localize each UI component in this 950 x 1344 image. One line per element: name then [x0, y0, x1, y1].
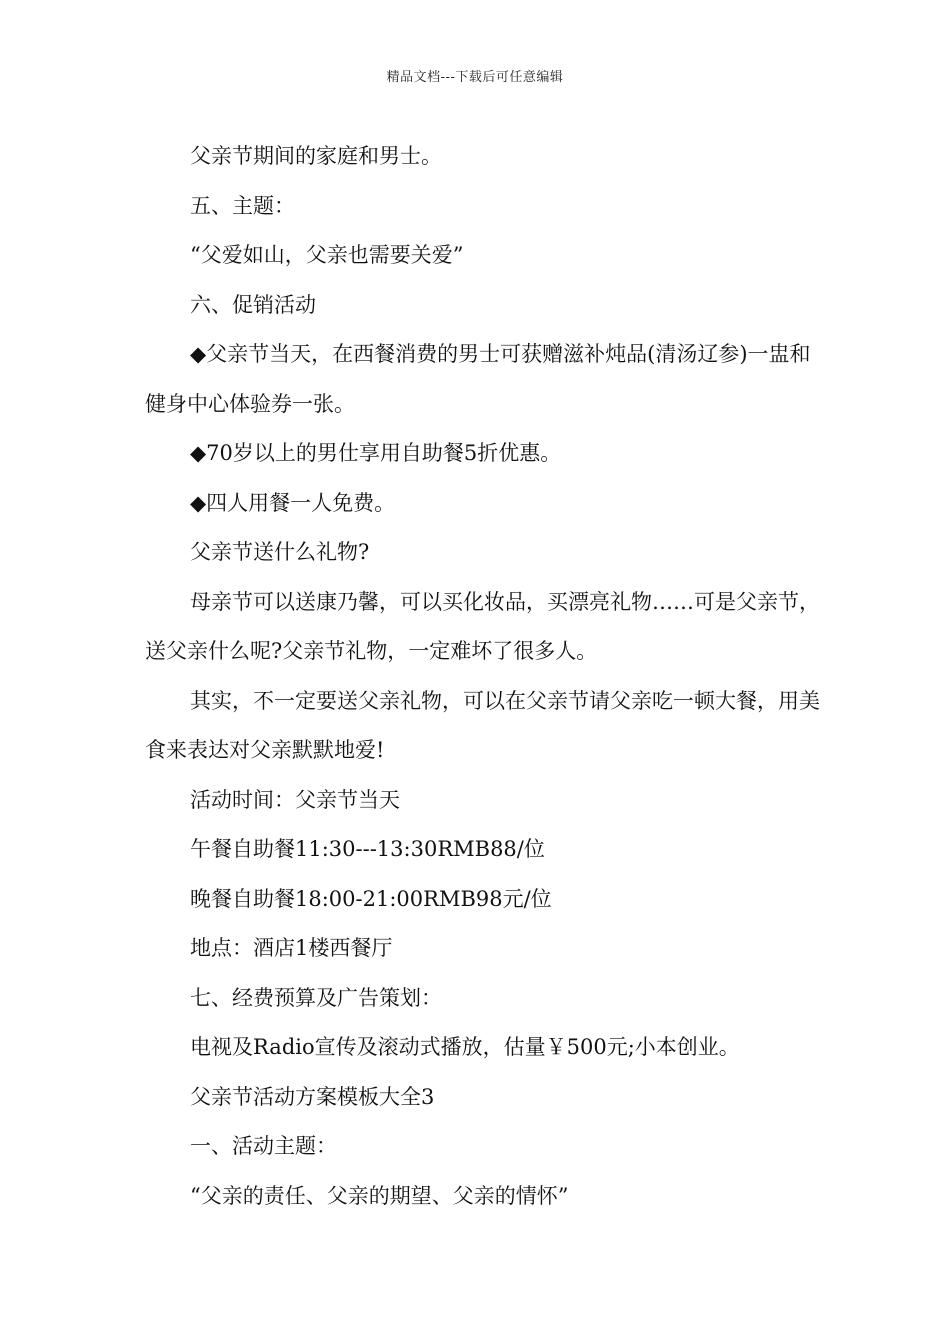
paragraph: 电视及Radio宣传及滚动式播放，估量￥500元;小本创业。	[190, 1035, 740, 1059]
section-heading: 一、活动主题：	[190, 1134, 337, 1158]
paragraph: “父爱如山，父亲也需要关爱”	[190, 243, 464, 267]
document-body	[145, 132, 825, 1221]
paragraph: “父亲的责任、父亲的期望、父亲的情怀”	[190, 1183, 569, 1208]
paragraph: 晚餐自助餐18:00-21:00RMB98元/位	[190, 886, 552, 911]
paragraph: 父亲节送什么礼物?	[190, 540, 370, 564]
bullet-item: ◆父亲节当天，在西餐消费的男士可获赠滋补炖品(清汤辽参)一盅和健身中心体验券一张。	[145, 342, 811, 416]
paragraph: 母亲节可以送康乃馨，可以买化妆品，买漂亮礼物……可是父亲节，送父亲什么呢?父亲节礼物，一定难坏了很多人。	[145, 589, 820, 663]
section-heading: 六、促销活动	[190, 292, 316, 317]
bullet-item: ◆70岁以上的男仕享用自助餐5折优惠。	[190, 441, 562, 465]
paragraph: 活动时间：父亲节当天	[190, 787, 400, 812]
paragraph: 父亲节活动方案模板大全3	[190, 1084, 435, 1109]
paragraph: 其实，不一定要送父亲礼物，可以在父亲节请父亲吃一顿大餐，用美食来表达对父亲默默地爱!	[145, 688, 820, 762]
section-heading: 五、主题：	[190, 193, 295, 218]
paragraph: 地点：酒店1楼西餐厅	[190, 936, 393, 960]
page-header: 精品文档---下载后可任意编辑	[386, 70, 564, 85]
bullet-item: ◆四人用餐一人免费。	[190, 490, 396, 515]
paragraph: 父亲节期间的家庭和男士。	[190, 144, 442, 168]
section-heading: 七、经费预算及广告策划：	[190, 985, 442, 1010]
paragraph: 午餐自助餐11:30---13:30RMB88/位	[190, 837, 545, 861]
